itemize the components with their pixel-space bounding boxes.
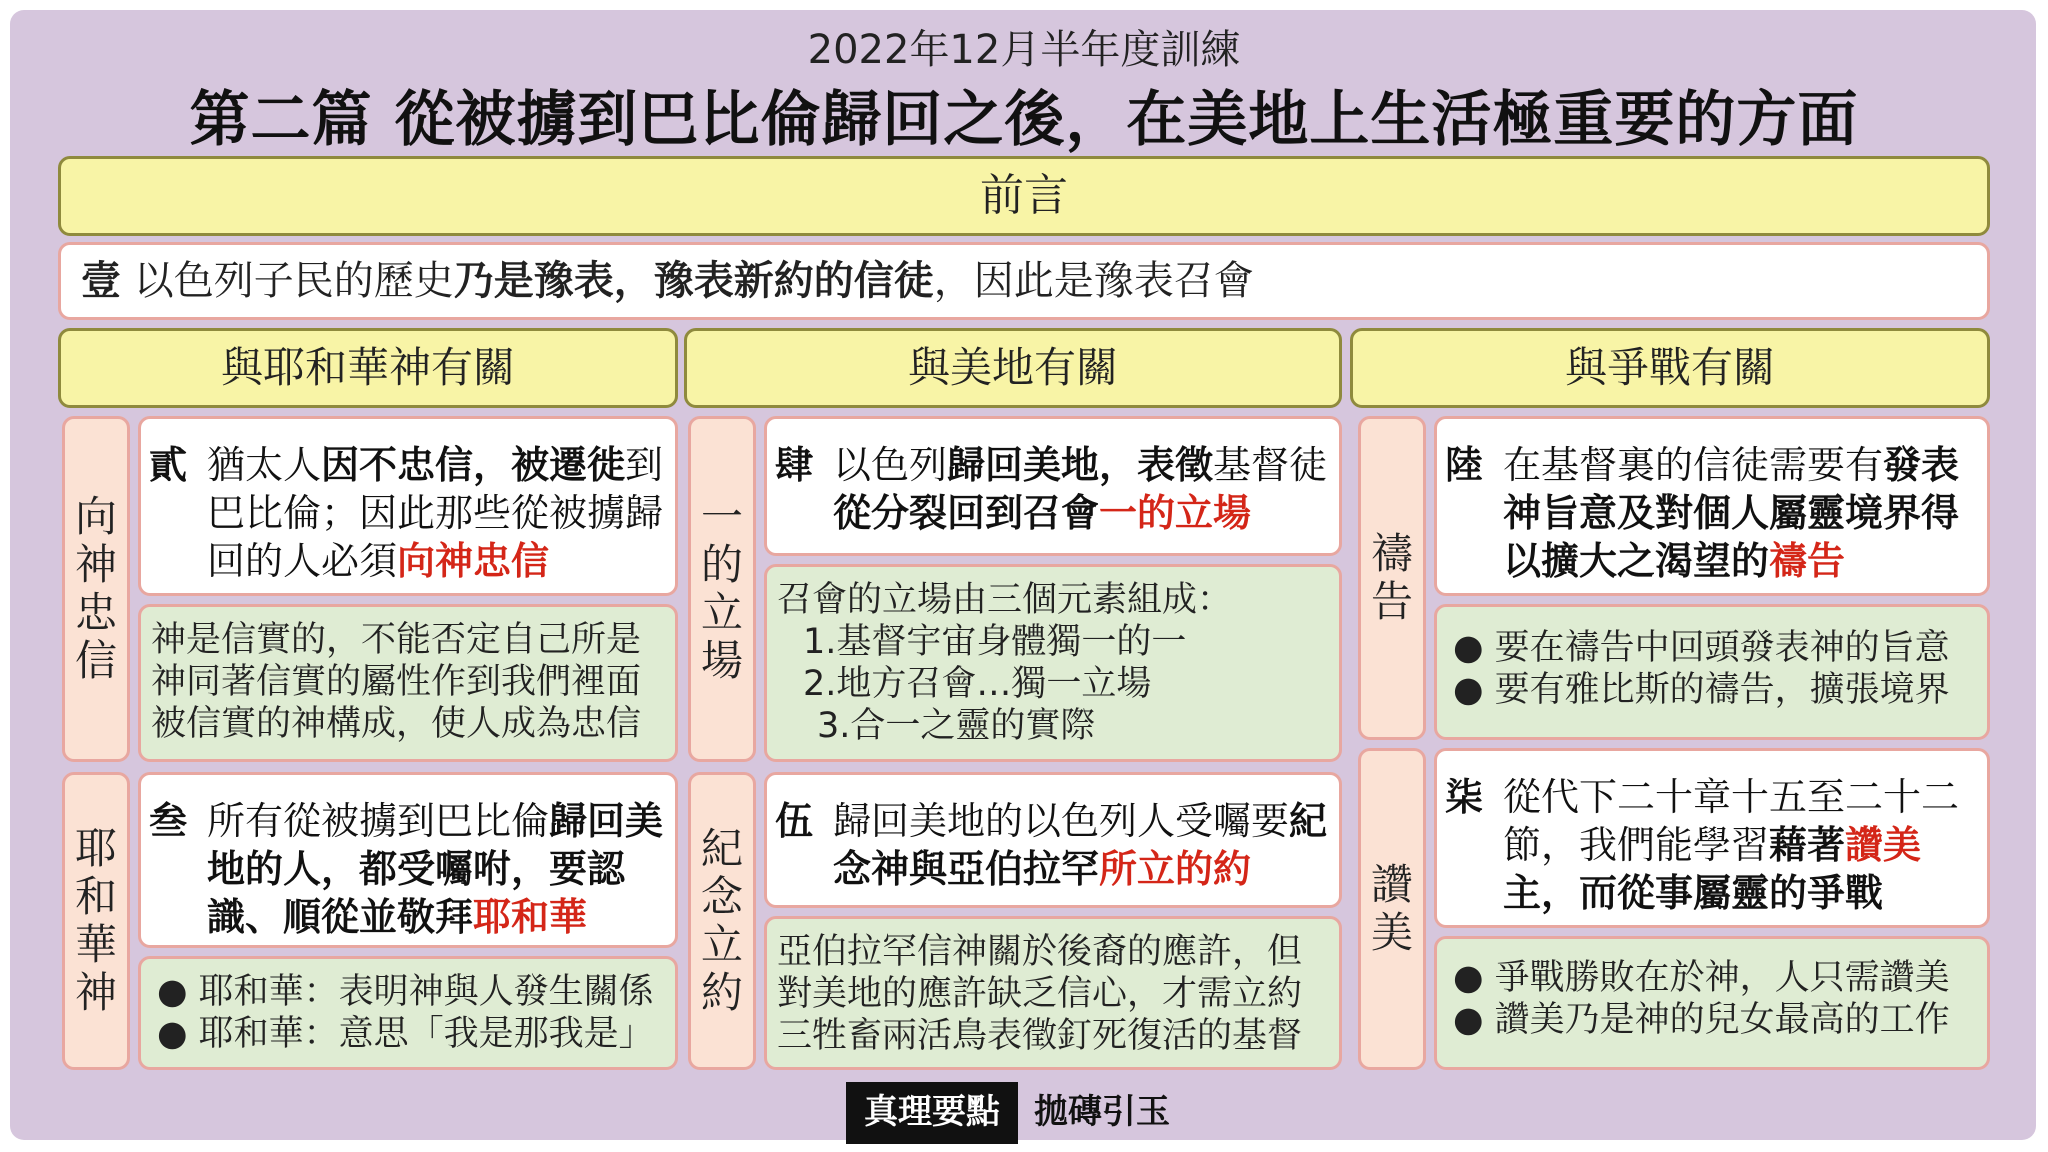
- column-header-good-land: 與美地有關: [684, 328, 1342, 408]
- point-5-text-a: 歸回美地的以色列人受囑要: [833, 799, 1290, 843]
- point-5-number: 伍: [775, 799, 814, 843]
- list-item: ● 要在禱告中回頭發表神的旨意: [1453, 628, 1950, 668]
- point-7-notes: [1434, 936, 1990, 1070]
- point-6-box: [1434, 416, 1990, 596]
- point-1-number: 壹: [81, 258, 121, 304]
- point-2-text-a: 猶太人: [207, 443, 322, 487]
- point-2-text-b: 因不忠信，被遷徙: [321, 443, 626, 487]
- list-item: ● 要有雅比斯的禱告，擴張境界: [1453, 670, 1950, 710]
- page-title: 第二篇 從被擄到巴比倫歸回之後，在美地上生活極重要的方面: [189, 85, 1859, 155]
- point-1-text-a: 以色列子民的歷史: [133, 258, 454, 304]
- point-4-text-d: 從分裂回到召會: [833, 491, 1100, 535]
- point-3-box: [138, 772, 678, 948]
- point-5-text-b: 紀念神與亞伯拉罕: [833, 799, 1328, 891]
- point-2-text-c: 到巴比倫；因此那些從被擄歸回的人必須: [207, 443, 664, 583]
- point-7-text-a: 從代下二十章十五至二十二節，我們能學習: [1503, 775, 1960, 867]
- point-6-notes: [1434, 604, 1990, 740]
- point-3-notes: [138, 956, 678, 1070]
- column-header-warfare: 與爭戰有關: [1350, 328, 1990, 408]
- footer-badge: 真理要點: [846, 1082, 1018, 1144]
- point-3-highlight: 耶和華: [473, 895, 588, 939]
- point-2-note: 神是信實的，不能否定自己所是神同著信實的屬性作到我們裡面被信實的神構成，使人成為忠信: [138, 604, 678, 762]
- label-jehovah-god: 耶和華神: [62, 772, 130, 1070]
- list-item: 2.地方召會…獨一立場: [803, 664, 1152, 704]
- point-4-text-b: 歸回美地，表徵: [947, 443, 1214, 487]
- point-4-highlight: 一的立場: [1099, 491, 1252, 535]
- point-3-text-a: 所有從被擄到巴比倫: [207, 799, 550, 843]
- point-2-highlight: 向神忠信: [397, 539, 550, 583]
- point-2-number: 貳: [149, 443, 188, 487]
- list-item: ● 讚美乃是神的兒女最高的工作: [1453, 1000, 1950, 1040]
- point-7-number: 柒: [1445, 775, 1484, 819]
- point-7-text-b: 藉著: [1769, 823, 1846, 867]
- point-7-highlight: 讚美: [1845, 823, 1922, 867]
- footer-text: 拋磚引玉: [1034, 1092, 1170, 1132]
- label-remember-covenant: 紀念立約: [688, 772, 756, 1070]
- list-item: 召會的立場由三個元素組成：: [777, 580, 1233, 620]
- list-item: ● 耶和華：表明神與人發生關係: [157, 972, 654, 1012]
- point-4-text-a: 以色列: [833, 443, 948, 487]
- point-5-box: [764, 772, 1342, 908]
- label-faithful-to-god: 向神忠信: [62, 416, 130, 762]
- list-item: 1.基督宇宙身體獨一的一: [803, 622, 1187, 662]
- point-5-note: 亞伯拉罕信神關於後裔的應許，但對美地的應許缺乏信心，才需立約三牲畜兩活鳥表徵釘死復活的基督: [764, 916, 1342, 1070]
- point-5-highlight: 所立的約: [1099, 847, 1252, 891]
- point-4-box: [764, 416, 1342, 556]
- point-6-text-b: 發表神旨意及對個人屬靈境界得以擴大之渴望的: [1503, 443, 1960, 583]
- column-header-jehovah: 與耶和華神有關: [58, 328, 678, 408]
- label-prayer: 禱告: [1358, 416, 1426, 740]
- point-1-box: [58, 242, 1990, 320]
- label-ground-of-oneness: 一的立場: [688, 416, 756, 762]
- point-6-number: 陸: [1445, 443, 1484, 487]
- point-1-text-b: 乃是豫表，豫表新約的信徒: [453, 258, 934, 304]
- list-item: ● 爭戰勝敗在於神，人只需讚美: [1453, 958, 1950, 998]
- point-3-number: 叁: [149, 799, 188, 843]
- training-subtitle: 2022年12月半年度訓練: [807, 27, 1241, 73]
- point-7-text-d: 主，而從事屬靈的爭戰: [1503, 871, 1884, 915]
- list-item: ● 耶和華：意思「我是那我是」: [157, 1014, 654, 1054]
- point-7-box: [1434, 748, 1990, 928]
- point-2-box: [138, 416, 678, 596]
- point-4-number: 肆: [775, 443, 814, 487]
- list-item: 3.合一之靈的實際: [817, 706, 1096, 746]
- point-6-highlight: 禱告: [1769, 539, 1846, 583]
- preface-header: 前言: [58, 156, 1990, 236]
- point-3-text-b: 歸回美地的人，都受囑咐，要認識、順從並敬拜: [207, 799, 664, 939]
- point-4-notes: [764, 564, 1342, 762]
- label-praise: 讚美: [1358, 748, 1426, 1070]
- point-6-text-a: 在基督裏的信徒需要有: [1503, 443, 1884, 487]
- point-1-text-c: ，因此是豫表召會: [933, 258, 1254, 304]
- point-4-text-c: 基督徒: [1213, 443, 1328, 487]
